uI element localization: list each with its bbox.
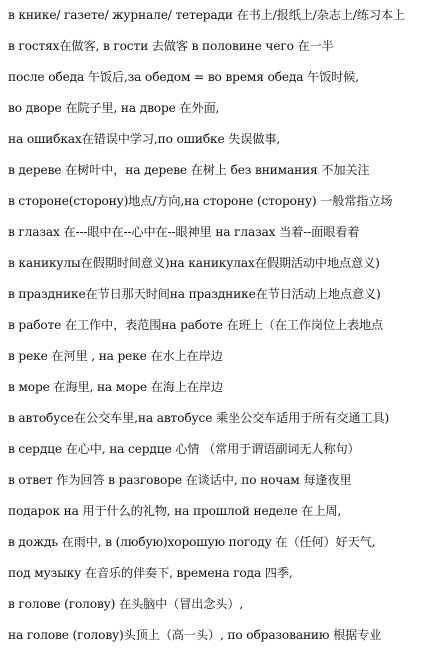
text-line-14: в автобусе在公交车里,на автобусе 乘坐公交车适用于所有交通工具)	[8, 411, 390, 425]
text-line-2: в гостях在做客, в гости 去做客 в половине чего 在一半	[8, 39, 334, 53]
text-line-4: во дворе 在院子里, на дворе 在外面,	[8, 101, 220, 115]
text-line-13: в море 在海里, на море 在海上在岸边	[8, 380, 223, 394]
text-line-15: в сердце 在心中, на сердце 心情 （常用于谓语副词无人称句）	[8, 442, 360, 456]
text-line-6: в дереве 在树叶中，на дереве 在树上 без внимания 不加关注	[8, 163, 370, 177]
text-line-20: в голове (голову) 在头脑中（冒出念头）,	[8, 597, 244, 611]
text-line-16: в ответ 作为回答 в разговоре 在谈话中, по ночам 每逢夜里	[8, 473, 352, 487]
text-line-3: после обеда 午饭后,за обедом = во время обеда 午饭时候,	[8, 70, 359, 84]
text-line-5: на ошибках在错误中学习,по ошибке 失误做事,	[8, 132, 281, 146]
text-line-18: в дождь 在雨中, в (любую)хорошую погоду 在（任何）好天气,	[8, 535, 376, 549]
text-line-12: в реке 在河里 , на реке 在水上在岸边	[8, 349, 223, 363]
text-line-8: в глазах 在---眼中在--心中在--眼神里 на глазах 当着--面眼看着	[8, 225, 360, 239]
text-line-11: в работе 在工作中，表范围на работе 在班上（在工作岗位上表地点	[8, 318, 384, 332]
text-line-1: в книке/ газете/ журнале/ тетеради 在书上/报纸上/杂志上/练习本上	[8, 8, 405, 22]
text-line-17: подарок на 用于什么的礼物, на прошлой неделе 在上周,	[8, 504, 342, 518]
text-line-19: под музыку 在音乐的伴奏下, времена года 四季,	[8, 566, 293, 580]
text-line-9: в каникулы在假期时间意义)на каникулах在假期活动中地点意义)	[8, 256, 380, 270]
text-line-10: в празднике在节日那天时间на празднике在节日活动上地点意义)	[8, 287, 381, 301]
text-line-21: на голове (голову)头顶上（高一头）, по образованию 根据专业	[8, 628, 382, 642]
text-line-7: в стороне(сторону)地点/方向,на стороне (сторону) 一般常指立场	[8, 194, 393, 208]
